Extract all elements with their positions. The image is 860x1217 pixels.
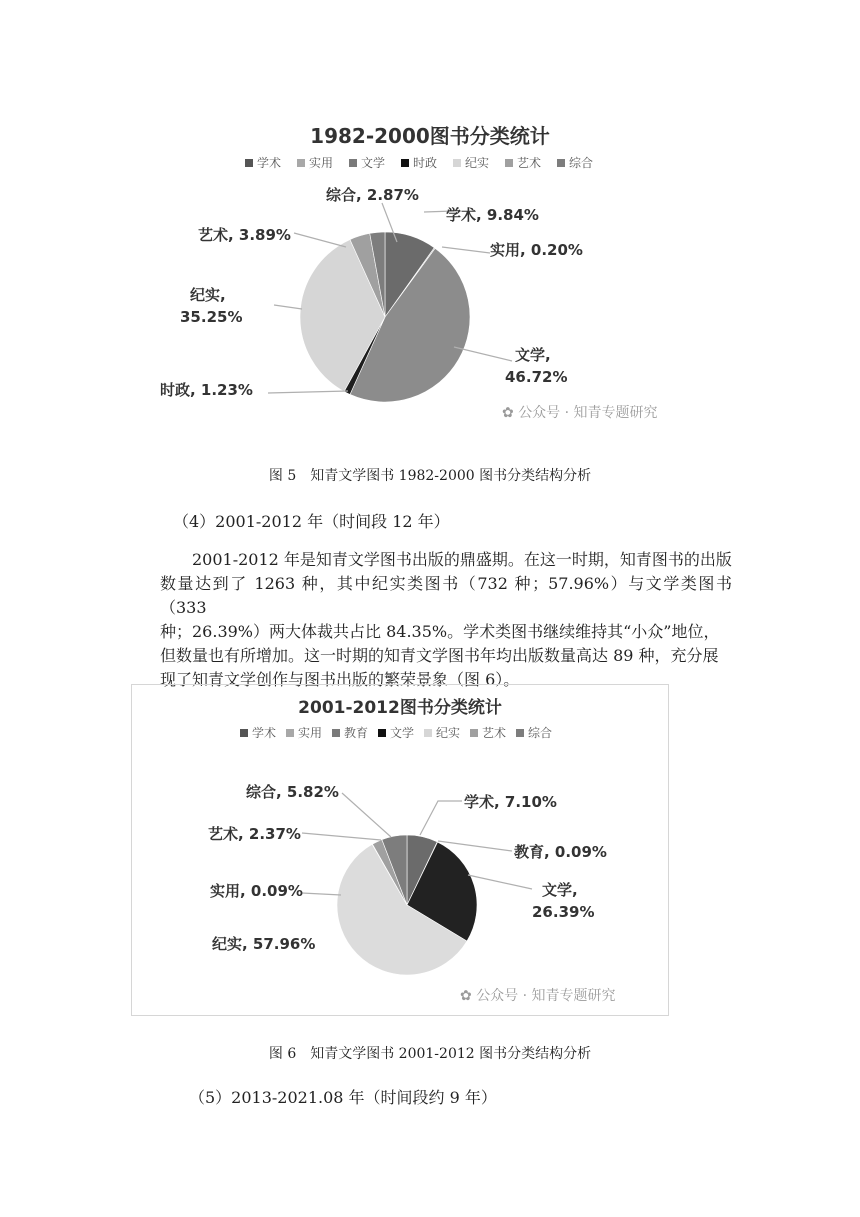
- chart2-leader-4: [302, 833, 381, 840]
- chart1-svg: [150, 115, 710, 435]
- chart1-watermark: ✿ 公众号 · 知青专题研究: [502, 405, 658, 421]
- chart1-label-wenxue: 文学, 46.72%: [505, 346, 568, 386]
- chart1-legend: [245, 155, 593, 170]
- chart2-legend-label-6: 综合: [528, 726, 553, 740]
- chart2-label-yishu: 艺术, 2.37%: [208, 825, 301, 843]
- chart1-legend-label-6: 综合: [569, 156, 594, 170]
- paragraph-line: 数量达到了 1263 种，其中纪实类图书（732 种；57.96%）与文学类图书（333: [160, 574, 732, 617]
- section-heading-5: （5）2013-2021.08 年（时间段约 9 年）: [189, 1088, 497, 1107]
- chart1-leader-2: [442, 247, 490, 253]
- paragraph-line: 现了知青文学创作与图书出版的繁荣景象（图 6）。: [160, 670, 520, 689]
- chart2-label-jishi: 纪实, 57.96%: [212, 935, 316, 953]
- chart2-svg: [132, 685, 668, 1015]
- chart2-legend-label-3: 文学: [390, 726, 415, 740]
- chart2-legend-swatch-0: [240, 729, 248, 737]
- chart1-legend-swatch-3: [401, 159, 409, 167]
- section-heading-4: （4）2001-2012 年（时间段 12 年）: [173, 512, 450, 531]
- chart1-leader-3: [294, 233, 346, 247]
- chart1-slices: [300, 232, 470, 402]
- chart1-legend-swatch-1: [297, 159, 305, 167]
- chart1-label-shizheng: 时政, 1.23%: [160, 381, 253, 399]
- chart2-legend-swatch-3: [378, 729, 386, 737]
- pie-chart-2001-2012: [131, 684, 669, 1016]
- chart2-title: 2001-2012图书分类统计: [298, 698, 502, 718]
- chart2-legend-swatch-1: [286, 729, 294, 737]
- chart1-legend-label-1: 实用: [309, 156, 334, 170]
- chart2-label-wenxue: 文学, 26.39%: [532, 881, 595, 921]
- paragraph-line: 种；26.39%）两大体裁共占比 84.35%。学术类图书继续维持其“小众”地位，: [160, 622, 720, 641]
- chart2-label-shiyong: 实用, 0.09%: [210, 882, 303, 900]
- wechat-icon: ✿: [502, 405, 519, 421]
- chart2-watermark: ✿ 公众号 · 知青专题研究: [460, 988, 616, 1004]
- chart2-legend-swatch-6: [516, 729, 524, 737]
- wechat-icon: ✿: [460, 988, 477, 1004]
- pie-chart-1982-2000: [150, 115, 710, 435]
- chart1-label-yishu: 艺术, 3.89%: [198, 226, 291, 244]
- chart1-leader-4: [274, 305, 302, 309]
- chart2-legend-swatch-5: [470, 729, 478, 737]
- chart1-legend-label-3: 时政: [413, 156, 438, 170]
- chart2-leader-5: [302, 893, 341, 895]
- chart2-label-zonghe: 综合, 5.82%: [246, 783, 339, 801]
- chart2-legend-label-5: 艺术: [482, 726, 507, 740]
- chart2-legend: [240, 725, 552, 740]
- chart2-legend-swatch-2: [332, 729, 340, 737]
- chart1-label-jishi: 纪实, 35.25%: [180, 286, 243, 326]
- chart1-legend-label-4: 纪实: [465, 156, 490, 170]
- chart1-legend-swatch-6: [557, 159, 565, 167]
- chart2-label-jiaoyu: 教育, 0.09%: [514, 843, 607, 861]
- chart2-leader-0: [420, 801, 462, 835]
- chart1-label-shiyong: 实用, 0.20%: [490, 241, 583, 259]
- chart2-legend-label-2: 教育: [344, 726, 369, 740]
- figure6-caption: 图 6 知青文学图书 2001-2012 图书分类结构分析: [268, 1046, 592, 1062]
- chart1-label-xueshu: 学术, 9.84%: [446, 206, 539, 224]
- chart2-legend-label-1: 实用: [298, 726, 323, 740]
- chart1-legend-label-5: 艺术: [517, 156, 542, 170]
- chart2-legend-label-0: 学术: [252, 726, 277, 740]
- chart2-leader-3: [342, 793, 391, 837]
- chart1-legend-label-2: 文学: [361, 156, 386, 170]
- chart2-label-xueshu: 学术, 7.10%: [464, 793, 557, 811]
- chart1-legend-swatch-2: [349, 159, 357, 167]
- chart2-slices: [337, 835, 477, 975]
- chart1-leader-6: [454, 347, 512, 361]
- chart2-legend-swatch-4: [424, 729, 432, 737]
- paragraph-2001-2012: [160, 548, 732, 692]
- chart1-title: 1982-2000图书分类统计: [310, 124, 550, 148]
- paragraph-line: 2001-2012 年是知青文学图书出版的鼎盛期。在这一时期，知青图书的出版: [192, 550, 732, 569]
- chart1-legend-swatch-4: [453, 159, 461, 167]
- chart1-legend-swatch-0: [245, 159, 253, 167]
- chart1-leader-5: [268, 391, 348, 393]
- chart2-leader-2: [468, 875, 532, 889]
- chart1-legend-label-0: 学术: [257, 156, 282, 170]
- figure5-caption: 图 5 知青文学图书 1982-2000 图书分类结构分析: [268, 468, 592, 484]
- chart2-legend-label-4: 纪实: [436, 726, 461, 740]
- chart1-legend-swatch-5: [505, 159, 513, 167]
- chart1-label-zonghe: 综合, 2.87%: [326, 186, 419, 204]
- paragraph-line: 但数量也有所增加。这一时期的知青文学图书年均出版数量高达 89 种，充分展: [160, 646, 719, 665]
